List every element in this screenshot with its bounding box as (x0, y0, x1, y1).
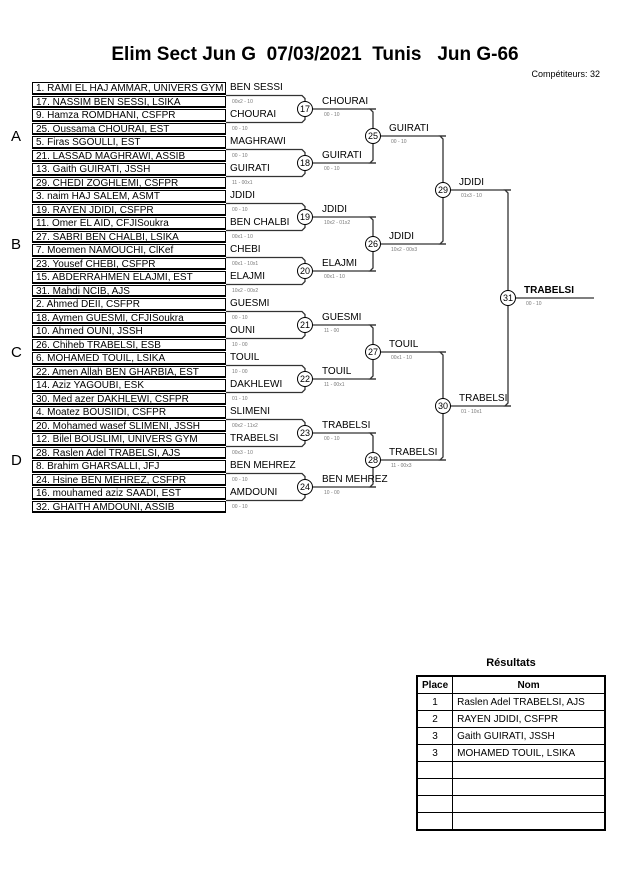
result-place (417, 796, 453, 813)
score: 00x3 - 10 (232, 449, 253, 456)
score: 00x2 - 11x2 (232, 422, 258, 429)
score: 00 - 10 (232, 206, 248, 213)
result-name: MOHAMED TOUIL, LSIKA (453, 745, 605, 762)
entry-row: 4. Moatez BOUSIIDI, CSFPR (32, 406, 226, 419)
score: 00 - 10 (391, 139, 407, 145)
score: 11 - 00x1 (324, 382, 345, 388)
entry-row: 28. Raslen Adel TRABELSI, AJS (32, 447, 226, 460)
result-row (417, 813, 605, 831)
result-row (417, 779, 605, 796)
result-row (417, 711, 605, 728)
score: 00 - 10 (232, 476, 248, 483)
page-title: Elim Sect Jun G 07/03/2021 Tunis Jun G-66 (111, 44, 519, 65)
result-place: 2 (417, 711, 453, 728)
entry-row: 13. Gaith GUIRATI, JSSH (32, 163, 226, 176)
match-number-25: 25 (365, 128, 381, 144)
first-round-winner: JDIDI (230, 190, 255, 201)
first-round-winner: OUNI (230, 325, 255, 336)
result-name (453, 779, 605, 796)
first-round-winner: ELAJMI (230, 271, 266, 282)
score: 00x1 - 10 (391, 355, 412, 361)
results-panel (416, 657, 606, 831)
entry-row: 3. naim HAJ SALEM, ASMT (32, 190, 226, 203)
result-row (417, 745, 605, 762)
result-row (417, 694, 605, 711)
round-2-winner: TOUIL (389, 339, 419, 350)
score: 10 - 00 (324, 490, 340, 496)
score: 00x1 - 10 (232, 233, 253, 240)
section-label: B (11, 236, 22, 253)
entry-row: 20. Mohamed wasef SLIMENI, JSSH (32, 420, 226, 433)
entry-row: 15. ABDERRAHMEN ELAJMI, EST (32, 271, 226, 284)
score: 00 - 10 (324, 436, 340, 442)
score: 00 - 10 (232, 503, 248, 510)
result-place: 3 (417, 745, 453, 762)
result-place: 1 (417, 694, 453, 711)
entry-row: 1. RAMI EL HAJ AMMAR, UNIVERS GYM (32, 82, 226, 95)
score: 00 - 10 (324, 166, 340, 172)
score: 00 - 10 (232, 152, 248, 159)
entry-row: 17. NASSIM BEN SESSI, LSIKA (32, 96, 226, 109)
score: 10x2 - 00x3 (391, 247, 418, 253)
entry-row: 14. Aziz YAGOUBI, ESK (32, 379, 226, 392)
match-number-29: 29 (435, 182, 451, 198)
entry-row: 16. mouhamed aziz SAADI, EST (32, 487, 226, 500)
results-table (416, 675, 606, 831)
entry-row: 5. Firas SGOULLI, EST (32, 136, 226, 149)
entry-row: 7. Moemen NAMOUCHI, ClKef (32, 244, 226, 257)
entry-row: 21. LASSAD MAGHRAWI, ASSIB (32, 150, 226, 163)
first-round-winner: TOUIL (230, 352, 260, 363)
round-1-winner: JDIDI (322, 204, 347, 215)
result-name (453, 762, 605, 779)
result-name: Gaith GUIRATI, JSSH (453, 728, 605, 745)
entry-row: 31. Mahdi NCIB, AJS (32, 285, 226, 298)
match-number-30: 30 (435, 398, 451, 414)
first-round-winner: BEN CHALBI (230, 217, 290, 228)
match-number-23: 23 (297, 425, 313, 441)
round-3-winner: JDIDI (459, 177, 484, 188)
entry-row: 2. Ahmed DEII, CSFPR (32, 298, 226, 311)
match-number-31: 31 (500, 290, 516, 306)
first-round-winner: BEN MEHREZ (230, 460, 296, 471)
entry-row: 10. Ahmed OUNI, JSSH (32, 325, 226, 338)
round-1-winner: CHOURAI (322, 96, 369, 107)
first-round-winner: CHOURAI (230, 109, 277, 120)
score: 00x2 - 10 (232, 98, 253, 105)
score: 00 - 10 (324, 112, 340, 118)
round-4-winner: TRABELSI (524, 285, 574, 296)
match-number-22: 22 (297, 371, 313, 387)
result-row (417, 796, 605, 813)
col-place: Place (417, 676, 453, 694)
score: 10x2 - 00x2 (232, 287, 259, 294)
first-round-winner: TRABELSI (230, 433, 279, 444)
match-number-18: 18 (297, 155, 313, 171)
score: 11 - 00 (324, 328, 340, 334)
first-round-winner: SLIMENI (230, 406, 271, 417)
result-name (453, 796, 605, 813)
score: 11 - 00x3 (391, 463, 412, 469)
round-1-winner: GUIRATI (322, 150, 362, 161)
entry-row: 25. Oussama CHOURAI, EST (32, 123, 226, 136)
match-number-21: 21 (297, 317, 313, 333)
section-label: A (11, 128, 22, 145)
match-number-19: 19 (297, 209, 313, 225)
score: 01 - 10x1 (461, 409, 482, 415)
round-2-winner: TRABELSI (389, 447, 438, 458)
entry-row: 9. Hamza ROMDHANI, CSFPR (32, 109, 226, 122)
first-round-winner: MAGHRAWI (230, 136, 286, 147)
match-number-20: 20 (297, 263, 313, 279)
section-label: D (11, 452, 22, 469)
first-round-winner: AMDOUNI (230, 487, 278, 498)
round-2-winner: JDIDI (389, 231, 414, 242)
first-round-winner: CHEBI (230, 244, 261, 255)
round-1-winner: ELAJMI (322, 258, 358, 269)
match-number-24: 24 (297, 479, 313, 495)
result-row (417, 728, 605, 745)
first-round-winner: GUESMI (230, 298, 270, 309)
entry-row: 30. Med azer DAKHLEWI, CSFPR (32, 393, 226, 406)
results-title: Résultats (486, 657, 536, 669)
result-row (417, 762, 605, 779)
match-number-28: 28 (365, 452, 381, 468)
entry-row: 23. Yousef CHEBI, CSFPR (32, 258, 226, 271)
entry-row: 22. Amen Allah BEN GHARBIA, EST (32, 366, 226, 379)
round-1-winner: TRABELSI (322, 420, 371, 431)
result-name: RAYEN JDIDI, CSFPR (453, 711, 605, 728)
result-name: Raslen Adel TRABELSI, AJS (453, 694, 605, 711)
round-1-winner: GUESMI (322, 312, 362, 323)
result-place (417, 779, 453, 796)
score: 10 - 00 (232, 368, 248, 375)
round-1-winner: TOUIL (322, 366, 352, 377)
competitor-count: Compétiteurs: 32 (531, 69, 600, 79)
entry-row: 6. MOHAMED TOUIL, LSIKA (32, 352, 226, 365)
score: 11 - 00x1 (232, 179, 253, 186)
result-place (417, 762, 453, 779)
entry-row: 27. SABRI BEN CHALBI, LSIKA (32, 231, 226, 244)
entry-row: 32. GHAITH AMDOUNI, ASSIB (32, 501, 226, 514)
score: 01x3 - 10 (461, 193, 482, 199)
first-round-winner: GUIRATI (230, 163, 270, 174)
round-3-winner: TRABELSI (459, 393, 508, 404)
entry-row: 11. Omer EL AID, CFJISoukra (32, 217, 226, 230)
score: 10 - 00 (232, 341, 248, 348)
round-2-winner: GUIRATI (389, 123, 429, 134)
entry-row: 26. Chiheb TRABELSI, ESB (32, 339, 226, 352)
score: 00 - 10 (526, 301, 542, 307)
match-number-17: 17 (297, 101, 313, 117)
result-place (417, 813, 453, 831)
first-round-winner: DAKHLEWI (230, 379, 283, 390)
score: 00 - 10 (232, 125, 248, 132)
score: 00x1 - 10 (324, 274, 345, 280)
match-number-26: 26 (365, 236, 381, 252)
score: 10x2 - 01x2 (324, 220, 351, 226)
col-name: Nom (453, 676, 605, 694)
section-label: C (11, 344, 22, 361)
entry-row: 8. Brahim GHARSALLI, JFJ (32, 460, 226, 473)
entry-row: 29. CHEDI ZOGHLEMI, CSFPR (32, 177, 226, 190)
score: 00 - 10 (232, 314, 248, 321)
result-name (453, 813, 605, 831)
entry-row: 24. Hsine BEN MEHREZ, CSFPR (32, 474, 226, 487)
score: 00x1 - 10x1 (232, 260, 259, 267)
first-round-winner: BEN SESSI (230, 82, 283, 93)
result-place: 3 (417, 728, 453, 745)
score: 01 - 10 (232, 395, 248, 402)
entry-row: 18. Aymen GUESMI, CFJISoukra (32, 312, 226, 325)
round-1-winner: BEN MEHREZ (322, 474, 388, 485)
entry-row: 19. RAYEN JDIDI, CSFPR (32, 204, 226, 217)
match-number-27: 27 (365, 344, 381, 360)
entry-row: 12. Bilel BOUSLIMI, UNIVERS GYM (32, 433, 226, 446)
